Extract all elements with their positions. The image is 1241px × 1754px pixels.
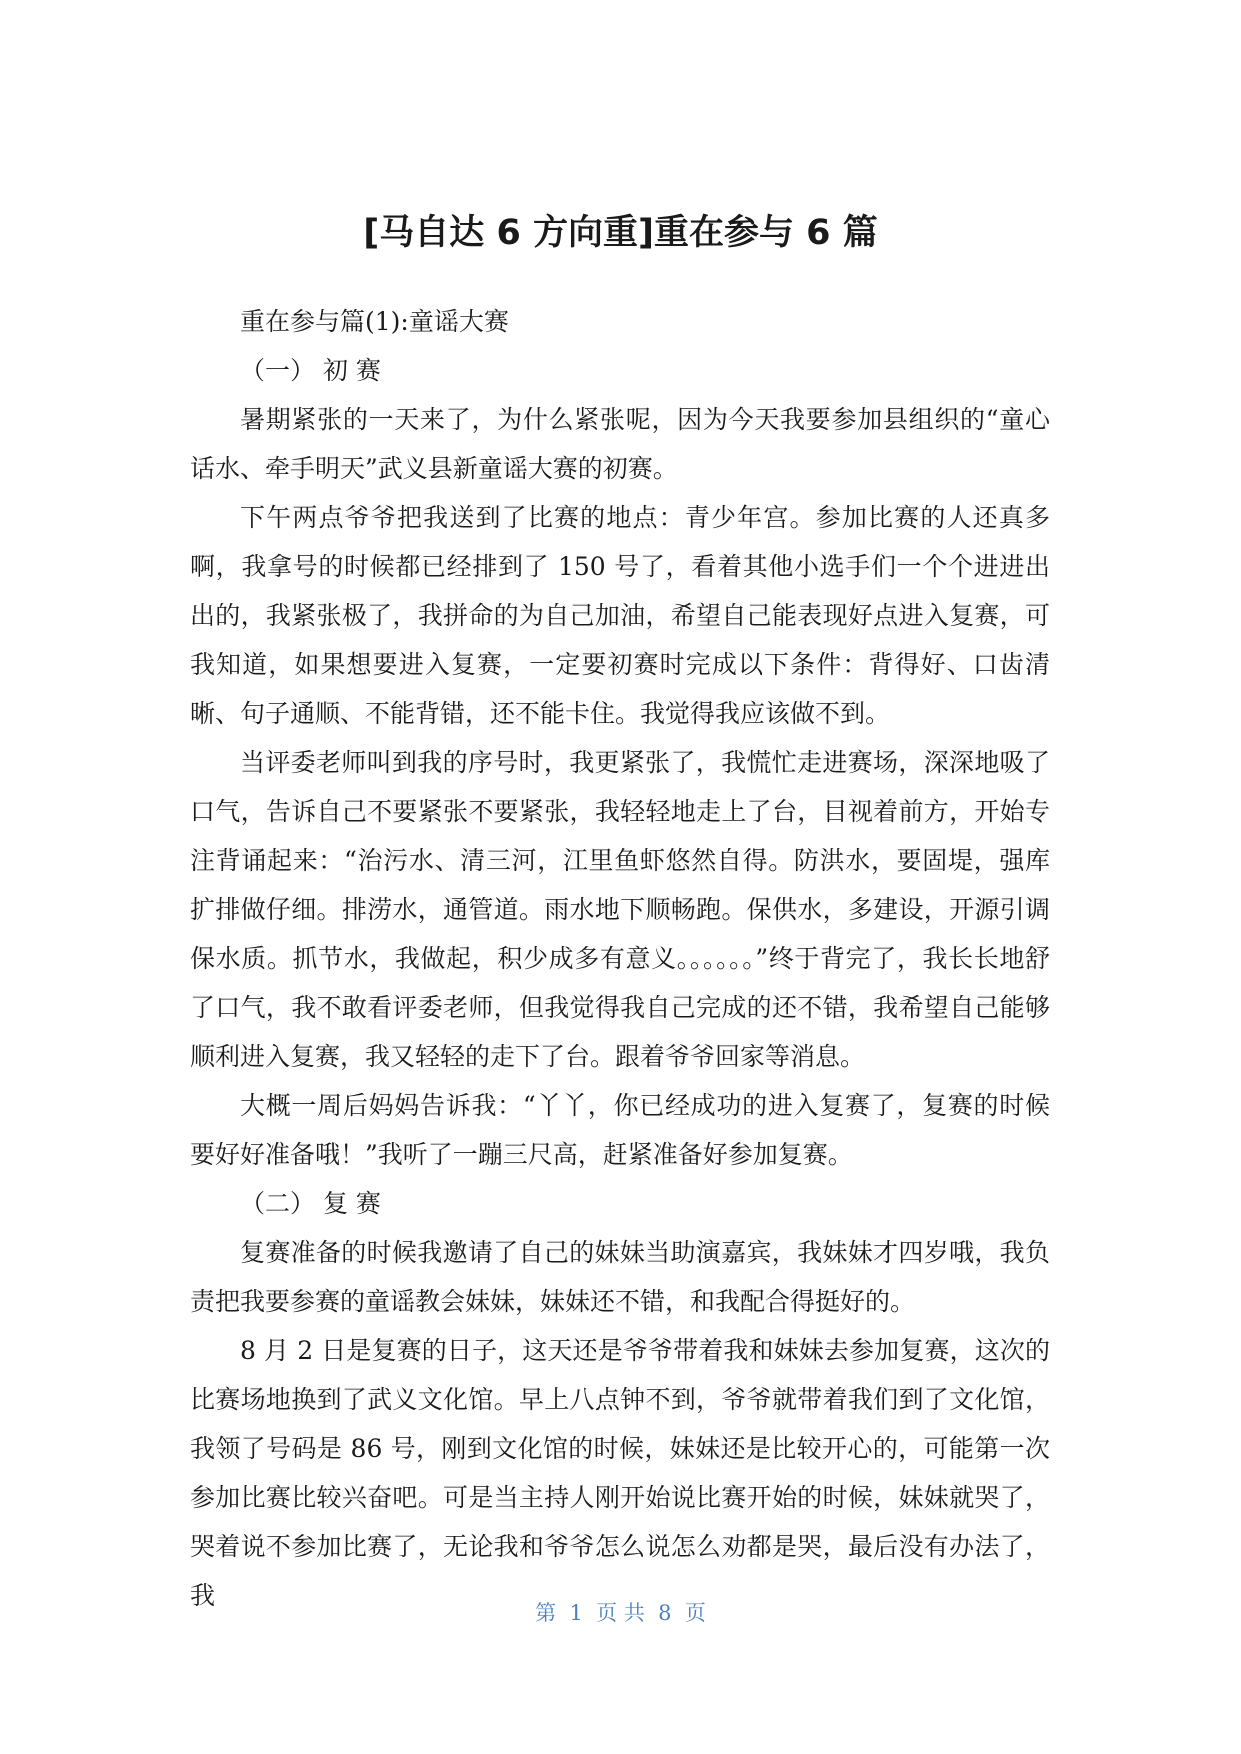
body-paragraph: 大概一周后妈妈告诉我：“丫丫，你已经成功的进入复赛了，复赛的时候要好好准备哦！”我听了一蹦三尺高，赶紧准备好参加复赛。	[190, 1091, 1050, 1169]
body-paragraph: 8 月 2 日是复赛的日子，这天还是爷爷带着我和妹妹去参加复赛，这次的比赛场地换到了武义文化馆。早上八点钟不到，爷爷就带着我们到了文化馆，我领了号码是 86 号，刚到文化馆的时候，妹妹还是比较开心的，可能第一次参加比赛比较兴奋吧。可是当主持人刚开始说比赛开始的时候，妹妹就哭了，哭着说不参加比赛了，无论我和爷爷怎么说怎么劝都是哭，最后没有办法了，我	[190, 1336, 1050, 1610]
page-title: [马自达 6 方向重]重在参与 6 篇	[363, 213, 878, 254]
body-paragraph: 复赛准备的时候我邀请了自己的妹妹当助演嘉宾，我妹妹才四岁哦，我负责把我要参赛的童谣教会妹妹，妹妹还不错，和我配合得挺好的。	[190, 1238, 1050, 1316]
document-body	[190, 297, 1050, 1620]
section-heading-preliminary: （一） 初 赛	[240, 356, 381, 385]
article-heading: 重在参与篇(1):童谣大赛	[240, 307, 509, 336]
body-paragraph: 暑期紧张的一天来了，为什么紧张呢，因为今天我要参加县组织的“童心话水、牵手明天”武义县新童谣大赛的初赛。	[190, 405, 1050, 483]
section-heading-semifinal: （二） 复 赛	[240, 1189, 381, 1218]
body-paragraph: 当评委老师叫到我的序号时，我更紧张了，我慌忙走进赛场，深深地吸了口气，告诉自己不要紧张不要紧张，我轻轻地走上了台，目视着前方，开始专注背诵起来：“治污水、清三河，江里鱼虾悠然自得。防洪水，要固堤，强库扩排做仔细。排涝水，通管道。雨水地下顺畅跑。保供水，多建设，开源引调保水质。抓节水，我做起，积少成多有意义。。。。。。”终于背完了，我长长地舒了口气，我不敢看评委老师，但我觉得我自己完成的还不错，我希望自己能够顺利进入复赛，我又轻轻的走下了台。跟着爷爷回家等消息。	[190, 748, 1050, 1071]
page-number-footer: 第 1 页 共 8 页	[535, 1601, 706, 1625]
body-paragraph: 下午两点爷爷把我送到了比赛的地点：青少年宫。参加比赛的人还真多啊，我拿号的时候都已经排到了 150 号了，看着其他小选手们一个个进进出出的，我紧张极了，我拼命的为自己加油，希望自己能表现好点进入复赛，可我知道，如果想要进入复赛，一定要初赛时完成以下条件：背得好、口齿清晰、句子通顺、不能背错，还不能卡住。我觉得我应该做不到。	[190, 503, 1050, 728]
